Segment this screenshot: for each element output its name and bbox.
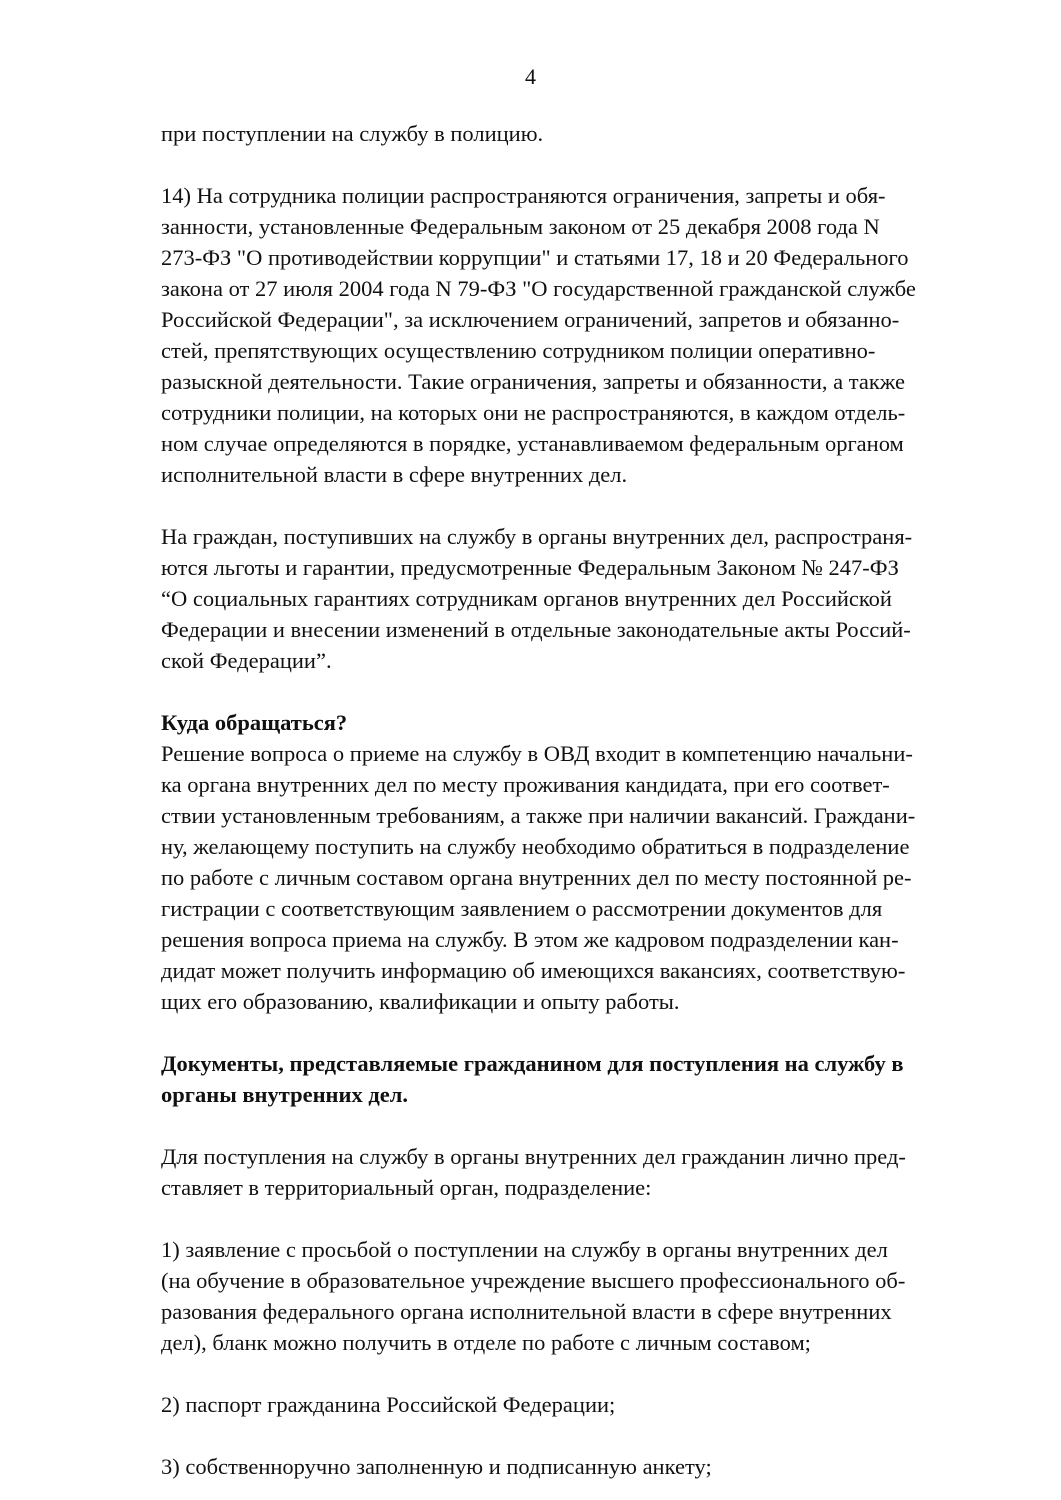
text-line: ставляет в территориальный орган, подразделение: [161, 1175, 652, 1200]
text-line: “О социальных гарантиях сотрудникам органов внутренних дел Российской [161, 586, 892, 611]
text-line: ном случае определяются в порядке, устанавливаемом федеральным органом [161, 431, 904, 456]
text-line: Документы, представляемые гражданином для поступления на службу в [161, 1051, 904, 1076]
text-line: органы внутренних дел. [161, 1082, 408, 1107]
paragraph [161, 1451, 1011, 1482]
text-line: при поступлении на службу в полицию. [161, 121, 544, 146]
text-line: занности, установленные Федеральным законом от 25 декабря 2008 года N [161, 214, 880, 239]
text-line: щих его образованию, квалификации и опыту работы. [161, 989, 680, 1014]
text-line: ну, желающему поступить на службу необходимо обратиться в подразделение [161, 834, 910, 859]
text-line: гистрации с соответствующим заявлением о рассмотрении документов для [161, 896, 883, 921]
paragraph [161, 1234, 1011, 1358]
text-line: стей, препятствующих осуществлению сотрудником полиции оперативно- [161, 338, 876, 363]
text-line: 14) На сотрудника полиции распространяются ограничения, запреты и обя- [161, 183, 886, 208]
paragraph-spacer [161, 676, 1011, 707]
text-line: 2) паспорт гражданина Российской Федерации; [161, 1392, 616, 1417]
text-line: исполнительной власти в сфере внутренних дел. [161, 462, 628, 487]
text-line: ка органа внутренних дел по месту проживания кандидата, при его соответ- [161, 772, 890, 797]
text-line: Российской Федерации", за исключением ограничений, запретов и обязанно- [161, 307, 900, 332]
paragraph [161, 180, 1011, 490]
text-line: ются льготы и гарантии, предусмотренные Федеральным Законом № 247-ФЗ [161, 555, 899, 580]
paragraph-spacer [161, 1358, 1011, 1389]
paragraph-spacer [161, 149, 1011, 180]
text-line: разования федерального органа исполнительной власти в сфере внутренних [161, 1299, 892, 1324]
text-line: ствии установленным требованиям, а также при наличии вакансий. Граждани- [161, 803, 916, 828]
paragraph [161, 1389, 1011, 1420]
section-heading [161, 1048, 1011, 1110]
text-line: дел), бланк можно получить в отделе по работе с личным составом; [161, 1330, 811, 1355]
text-line: решения вопроса приема на службу. В этом же кадровом подразделении кан- [161, 927, 899, 952]
text-line: разыскной деятельности. Такие ограничения, запреты и обязанности, а также [161, 369, 906, 394]
section-heading: Куда обращаться? [161, 710, 348, 735]
text-line: Для поступления на службу в органы внутренних дел гражданин лично пред- [161, 1144, 906, 1169]
text-line: (на обучение в образовательное учреждение высшего профессионального об- [161, 1268, 906, 1293]
text-line: Решение вопроса о приеме на службу в ОВД входит в компетенцию начальни- [161, 741, 913, 766]
text-line: ской Федерации”. [161, 648, 332, 673]
text-line: Федерации и внесении изменений в отдельные законодательные акты Россий- [161, 617, 911, 642]
paragraph [161, 1141, 1011, 1203]
text-line: 3) собственноручно заполненную и подписанную анкету; [161, 1454, 712, 1479]
page-number: 4 [525, 64, 536, 89]
paragraph-spacer [161, 1203, 1011, 1234]
text-line: дидат может получить информацию об имеющихся вакансиях, соответствую- [161, 958, 906, 983]
text-line: 273-ФЗ "О противодействии коррупции" и статьями 17, 18 и 20 Федерального [161, 245, 909, 270]
text-line: 1) заявление с просьбой о поступлении на службу в органы внутренних дел [161, 1237, 888, 1262]
paragraph [161, 521, 1011, 676]
paragraph-spacer [161, 1017, 1011, 1048]
text-line: сотрудники полиции, на которых они не распространяются, в каждом отдель- [161, 400, 906, 425]
paragraph [161, 118, 1011, 149]
text-line: На граждан, поступивших на службу в органы внутренних дел, распространя- [161, 524, 913, 549]
paragraph-spacer [161, 1420, 1011, 1451]
section-with-heading [161, 707, 1011, 1017]
paragraph-spacer [161, 490, 1011, 521]
paragraph-spacer [161, 1110, 1011, 1141]
text-line: по работе с личным составом органа внутренних дел по месту постоянной ре- [161, 865, 912, 890]
document-body [161, 118, 1011, 1482]
text-line: закона от 27 июля 2004 года N 79-ФЗ "О государственной гражданской службе [161, 276, 916, 301]
